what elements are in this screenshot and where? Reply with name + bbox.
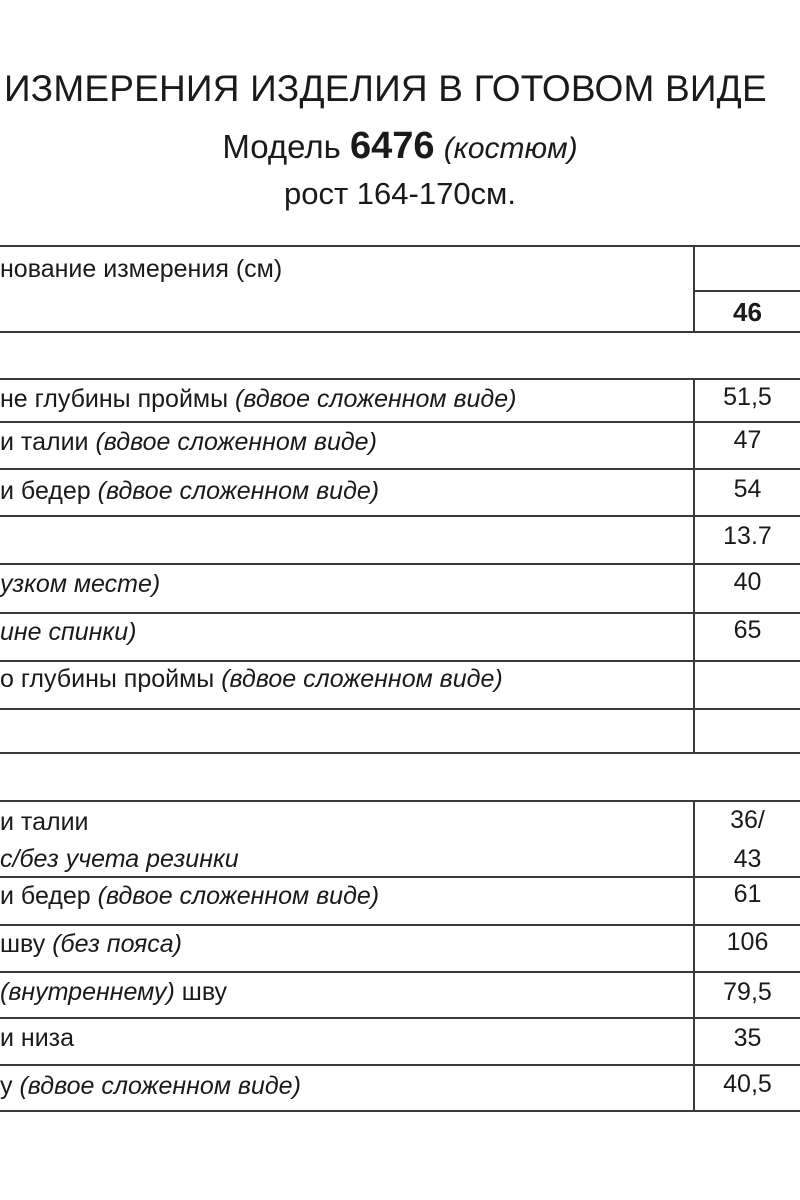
table-row: у (вдвое сложенном виде) [0,1072,301,1100]
size-46: 46 [733,297,762,327]
lower-section-top-border [0,800,800,802]
lower-section-bottom-border [0,1110,800,1112]
model-line [0,125,800,168]
upper-section-bottom-border [0,752,800,754]
row-value: 35 [733,1024,762,1052]
document-title: ИЗМЕРЕНИЯ ИЗДЕЛИЯ В ГОТОВОМ ВИДЕ [4,68,767,109]
row-value: 61 [733,880,762,908]
row-value: 54 [733,475,762,503]
row-value: 51,5 [723,383,772,411]
row-value: 40,5 [723,1070,772,1098]
upper-section-top-border [0,378,800,380]
row-divider [0,421,800,423]
row-divider [0,876,800,878]
table-row: о глубины проймы (вдвое сложенном виде) [0,665,503,693]
row-value: 65 [733,616,762,644]
table-row: и талии (вдвое сложенном виде) [0,428,377,456]
model-label: Модель [222,128,341,165]
row-value: 13.7 [723,522,772,550]
table-row: ине спинки) [0,618,137,646]
row-divider [0,708,800,710]
row-divider [0,468,800,470]
row-value: 106 [726,928,769,956]
table-row: и бедер (вдвое сложенном виде) [0,477,380,505]
table-row: и бедер (вдвое сложенном виде) [0,882,380,910]
table-top-border [0,245,800,247]
row-value: 47 [733,426,762,454]
row-divider [0,563,800,565]
model-number: 6476 [349,125,435,167]
table-row: и низа [0,1024,75,1052]
table-row-subline: с/без учета резинки [0,845,239,873]
table-row: и талии [0,808,89,836]
header-bottom-border [0,331,800,333]
row-value: 79,5 [723,978,772,1006]
row-divider [0,612,800,614]
table-row: узком месте) [0,570,161,598]
row-divider [0,1017,800,1019]
table-row: не глубины проймы (вдвое сложенном виде) [0,385,517,413]
row-divider [0,971,800,973]
row-value: 43 [733,845,762,873]
table-row: шву (без пояса) [0,930,183,958]
row-divider [0,1064,800,1066]
table-row: (внутреннему) шву [0,978,228,1006]
row-divider [0,924,800,926]
model-type: (костюм) [443,132,578,165]
row-divider [0,515,800,517]
row-value: 36/ [730,806,765,834]
height-range: рост 164-170см. [284,176,516,211]
header-label: нование измерения (см) [0,255,283,283]
size-header-divider [695,290,800,292]
row-value: 40 [733,568,762,596]
row-divider [0,660,800,662]
